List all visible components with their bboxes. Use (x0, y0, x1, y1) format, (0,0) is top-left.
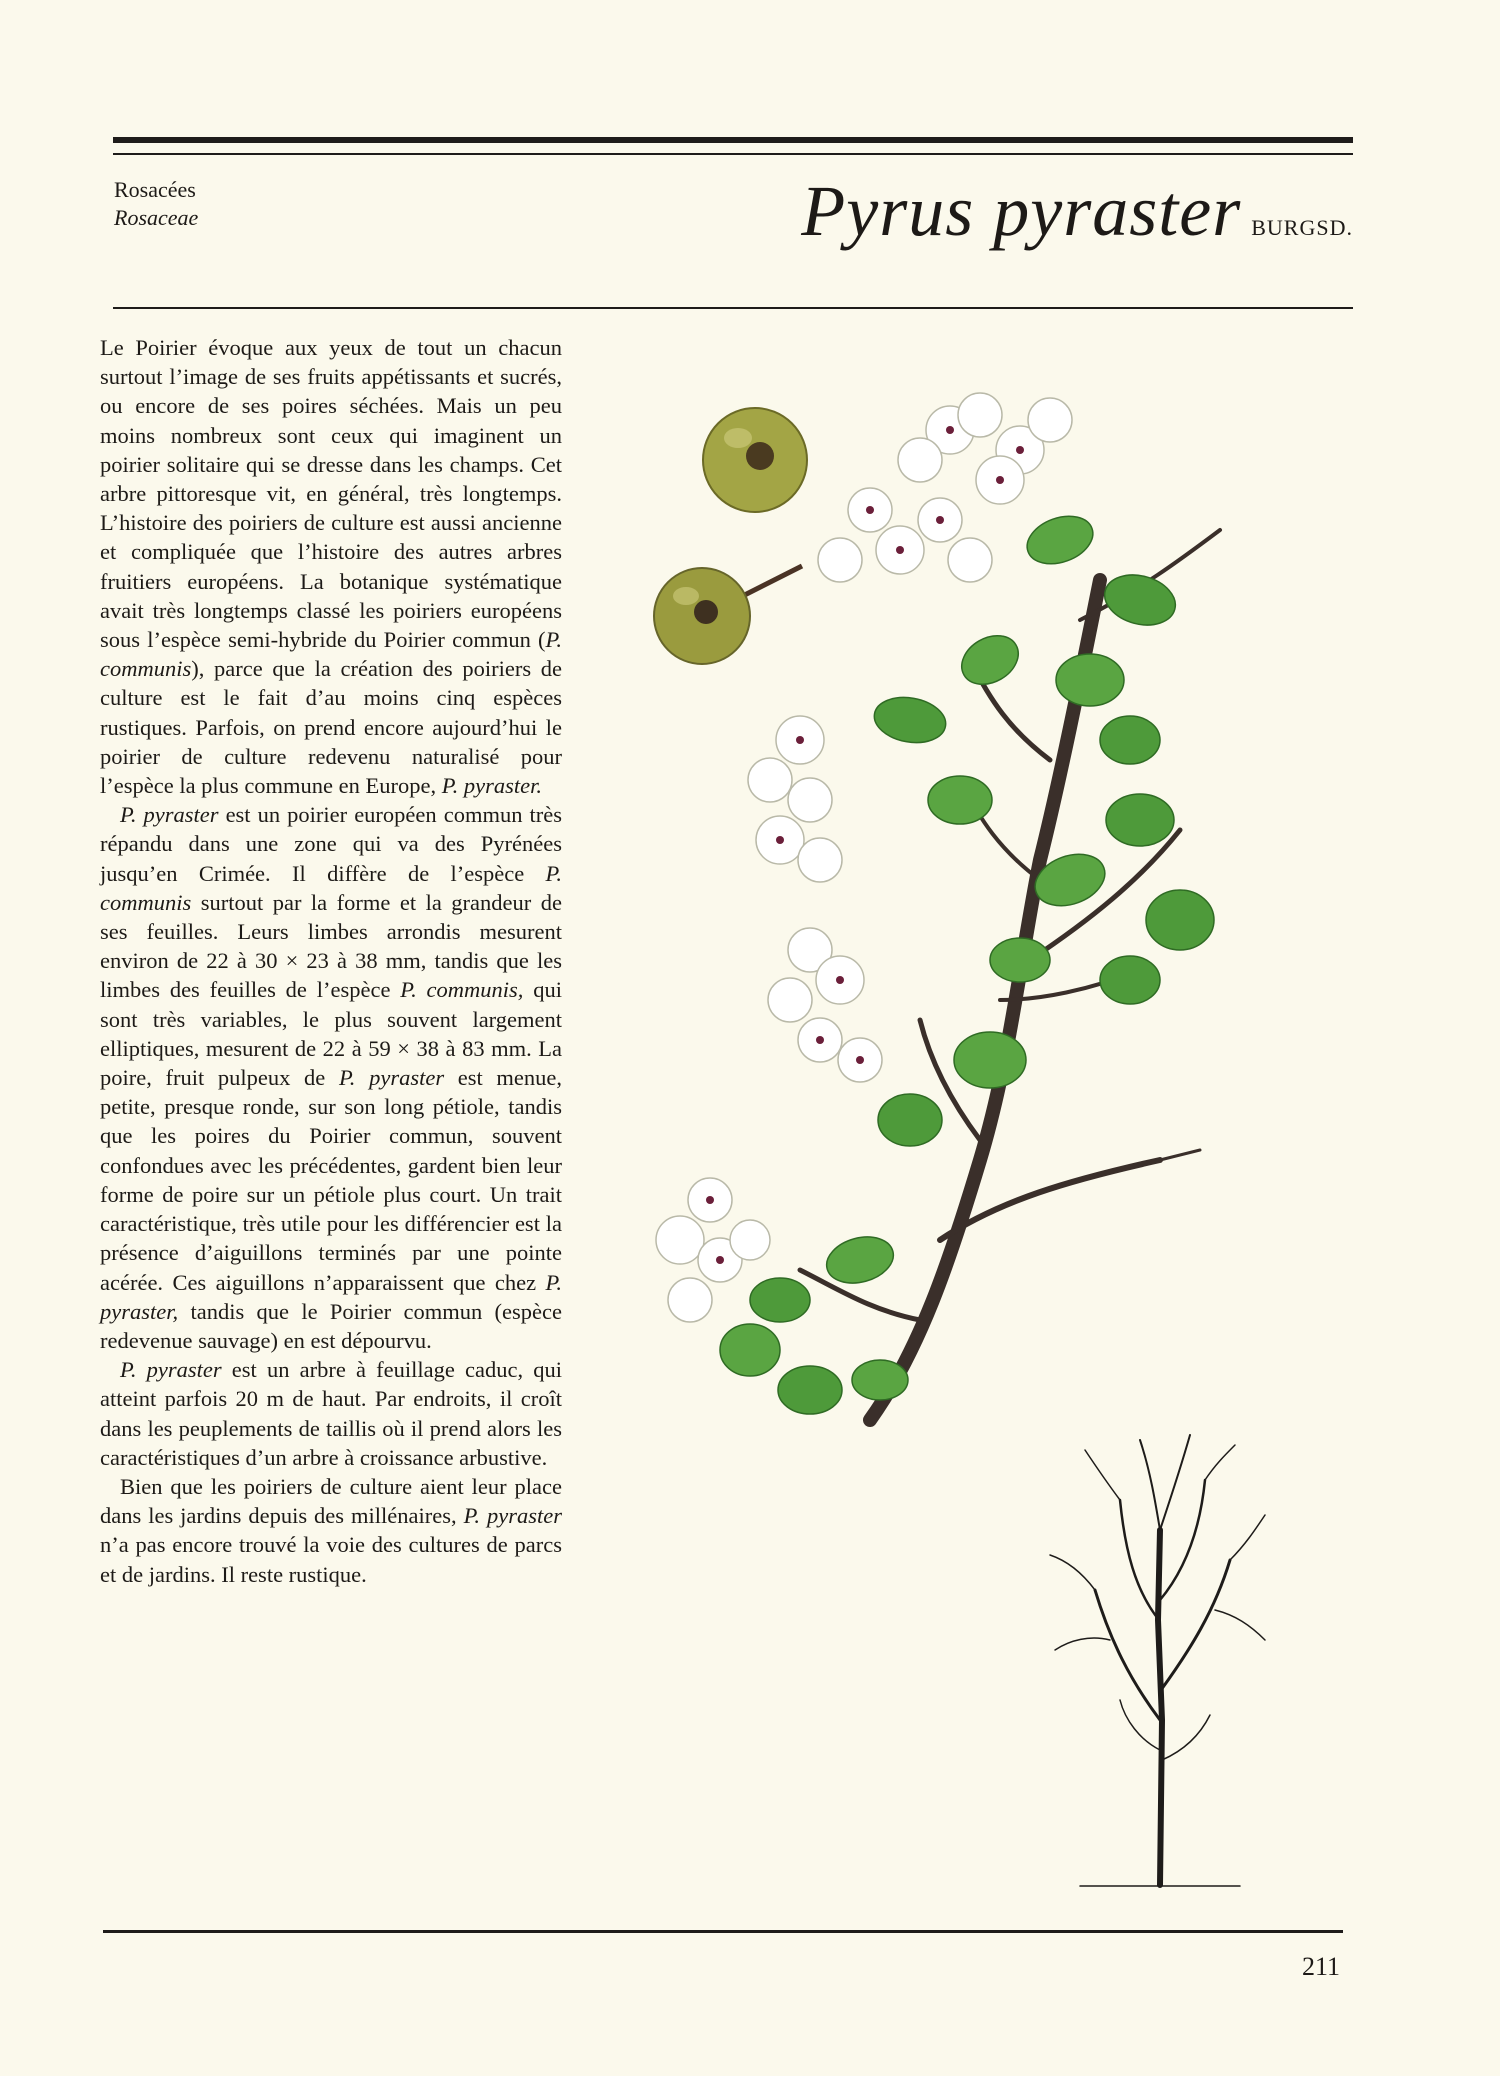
pear-fruit-with-stalk (654, 566, 802, 664)
family-name-french: Rosacées (114, 177, 196, 202)
text-run: surtout par la forme et la grandeur de ses feuilles. Leurs limbes arrondis mesurent environ de 22 à 30 × 23 à 38 mm, tandis que les limbes des feuilles de l’espèce (100, 889, 562, 1003)
blossom-cluster (656, 393, 1072, 1322)
pear-fruit (703, 408, 807, 512)
text-run: tandis que le Poirier commun (espèce redevenue sauvage) en est dépourvu. (100, 1298, 562, 1353)
page-number: 211 (1301, 1952, 1340, 1981)
header-rule-thin (113, 153, 1353, 155)
flowering-branch-illustration (620, 360, 1340, 1560)
species-ref: P. pyraster. (441, 773, 542, 799)
species-ref: P. pyraster (463, 1503, 562, 1529)
species-ref: P. pyraster (338, 1065, 445, 1091)
species-ref: P. communis (100, 627, 562, 682)
species-ref: P. pyraster (120, 802, 219, 828)
paragraph-2 (100, 800, 562, 1355)
species-author: BURGSD. (1251, 215, 1353, 240)
article-body (100, 333, 562, 1589)
paragraph-1 (100, 333, 562, 800)
species-ref: P. pyraster (120, 1357, 222, 1383)
header-rule-bottom (113, 307, 1353, 309)
text-run: qui sont très variables, le plus souvent largement elliptiques, mesurent de 22 à 59 × 38 à 83 mm. La poire, fruit pulpeux de (100, 977, 562, 1091)
species-title (801, 168, 1353, 271)
text-run: est menue, petite, presque ronde, sur son long pétiole, tandis que les poires du Poirier commun, souvent confondues avec les précédentes, gardent bien leur forme de poire sur un pétiole plus court. Un trait caractéristique, très utile pour les différencier est la présence d’aiguillons terminés par une pointe acérée. Ces aiguillons n’apparaissent que chez (100, 1065, 562, 1295)
footer-rule (103, 1930, 1343, 1933)
text-run: est un poirier européen commun très répandu dans une zone qui va des Pyrénées jusqu’en Crimée. Il diffère de l’espèce (100, 802, 562, 886)
text-run: est un arbre à feuillage caduc, qui atteint parfois 20 m de haut. Par endroits, il croît dans les peuplements de taillis où il prend alors les caractéristiques d’un arbre à croissance arbustive. (100, 1357, 562, 1470)
tree-silhouette (1040, 1420, 1280, 1890)
family-name-latin: Rosaceae (114, 205, 199, 230)
paragraph-3 (100, 1355, 562, 1472)
species-name: Pyrus pyraster (801, 171, 1242, 251)
text-run: n’a pas encore trouvé la voie des cultures de parcs et de jardins. Il reste rustique. (100, 1532, 562, 1587)
text-run: ), parce que la création des poiriers de culture est le fait d’au moins cinq espèces rustiques. Parfois, on prend encore aujourd’hui le poirier de culture redevenu naturalisé pour l’espèce la plus commune en Europe, (100, 656, 562, 799)
header-rule-thick (113, 137, 1353, 143)
text-run: Bien que les poiriers de culture aient leur place dans les jardins depuis des millénaires, (100, 1473, 562, 1529)
species-ref: P. communis (100, 860, 562, 915)
species-ref: P. communis, (400, 977, 524, 1003)
paragraph-4 (100, 1472, 562, 1589)
text-run: Le Poirier évoque aux yeux de tout un chacun surtout l’image de ses fruits appétissants et sucrés, ou encore de ses poires séchées. Mais un peu moins nombreux sont ceux qui imaginent un poirier solitaire qui se dresse dans les champs. Cet arbre pittoresque vit, en général, très longtemps. L’histoire des poiriers de culture est aussi ancienne et compliquée que l’histoire des autres arbres fruitiers européens. La botanique systématique avait très longtemps classé les poiriers européens sous l’espèce semi-hybride du Poirier commun ( (100, 335, 562, 653)
species-ref: P. pyraster, (100, 1269, 562, 1324)
